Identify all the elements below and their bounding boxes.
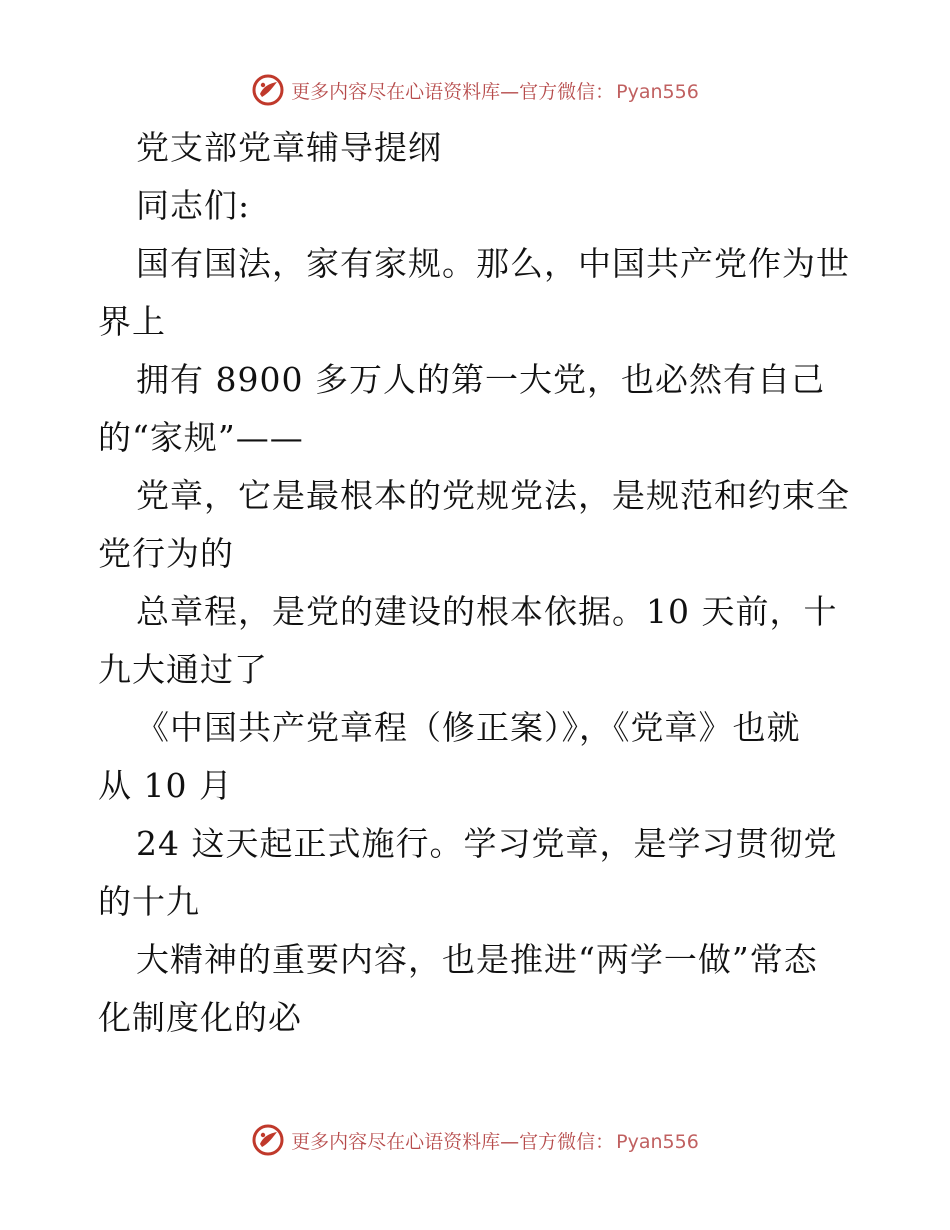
paragraph-line: 的“家规”—— bbox=[98, 418, 304, 457]
paragraph-line: 拥有 8900 多万人的第一大党，也必然有自己 bbox=[136, 360, 825, 399]
document-title: 党支部党章辅导提纲 bbox=[136, 128, 442, 167]
paragraph-line: 从 10 月 bbox=[98, 766, 233, 805]
paragraph-line: 界上 bbox=[98, 302, 166, 341]
paragraph-line: 九大通过了 bbox=[98, 650, 268, 689]
paragraph-line: 国有国法，家有家规。那么，中国共产党作为世 bbox=[136, 244, 850, 283]
paragraph-line: 党章，它是最根本的党规党法，是规范和约束全 bbox=[136, 476, 850, 515]
paragraph-line: 化制度化的必 bbox=[98, 998, 302, 1037]
paragraph-line: 大精神的重要内容，也是推进“两学一做”常态 bbox=[136, 940, 818, 979]
banner-message: 更多内容尽在心语资料库—官方微信： bbox=[291, 1130, 615, 1153]
banner-handle: Pyan556 bbox=[616, 1130, 699, 1153]
greeting: 同志们: bbox=[136, 186, 251, 225]
paragraph-line: 《中国共产党章程（修正案）》，《党章》也就 bbox=[136, 708, 801, 747]
banner-text bbox=[291, 1127, 699, 1154]
brand-logo-icon bbox=[251, 1123, 285, 1157]
brand-logo-icon bbox=[251, 73, 285, 107]
banner-message: 更多内容尽在心语资料库—官方微信： bbox=[291, 80, 615, 103]
header-watermark-banner bbox=[0, 70, 950, 110]
banner-handle: Pyan556 bbox=[616, 80, 699, 103]
paragraph-line: 24 这天起正式施行。学习党章，是学习贯彻党 bbox=[136, 824, 838, 863]
paragraph-line: 的十九 bbox=[98, 882, 200, 921]
paragraph-line: 总章程，是党的建设的根本依据。10 天前，十 bbox=[136, 592, 838, 631]
banner-text bbox=[291, 77, 699, 104]
footer-watermark-banner bbox=[0, 1120, 950, 1160]
paragraph-line: 党行为的 bbox=[98, 534, 234, 573]
